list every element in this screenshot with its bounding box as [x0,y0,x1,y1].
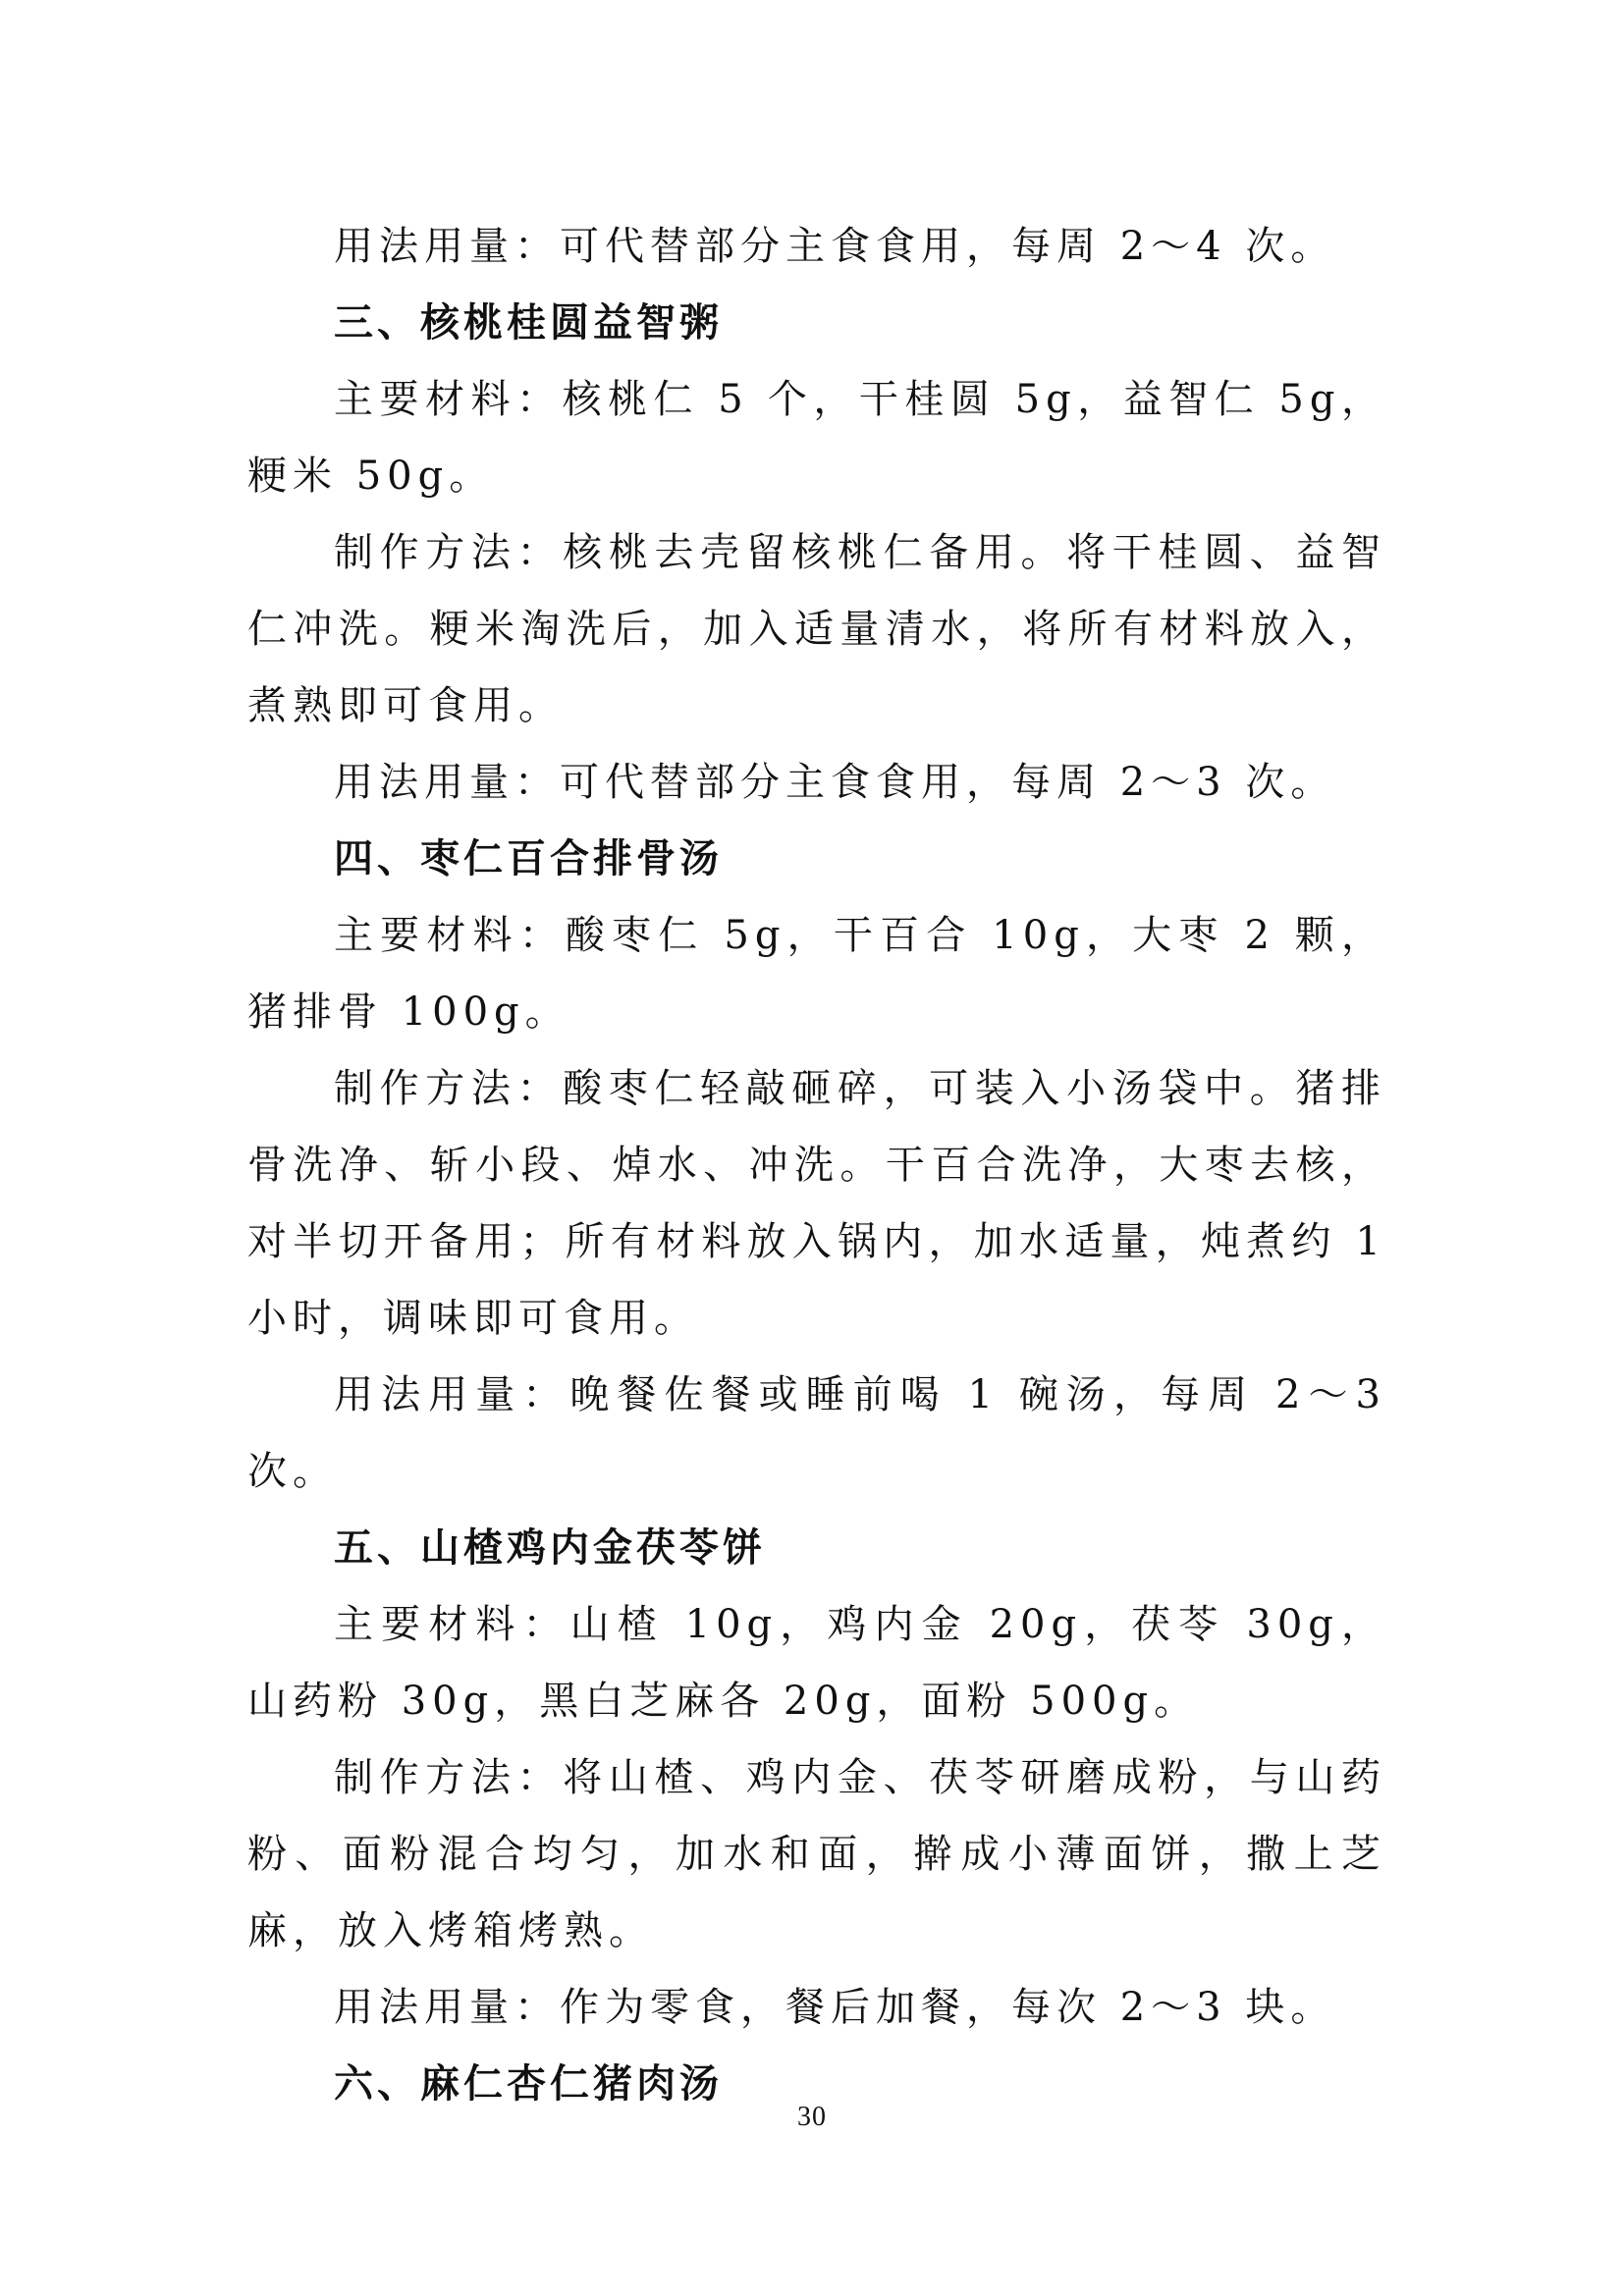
paragraph-method-4: 制作方法：酸枣仁轻敲砸碎，可装入小汤袋中。猪排骨洗净、斩小段、焯水、冲洗。干百合洗净，大枣去核，对半切开备用；所有材料放入锅内，加水适量，炖煮约 1 小时，调味即可食用。 [247,1066,1386,1341]
section-heading-3: 三、核桃桂圆益智粥 [334,300,723,346]
paragraph-usage-4: 用法用量：晚餐佐餐或睡前喝 1 碗汤，每周 2～3 次。 [247,1372,1386,1494]
page-body [247,208,1386,2122]
paragraph-materials-4: 主要材料：酸枣仁 5g，干百合 10g，大枣 2 颗，猪排骨 100g。 [247,913,1386,1035]
paragraph-method-3: 制作方法：核桃去壳留核桃仁备用。将干桂圆、益智仁冲洗。粳米淘洗后，加入适量清水，将所有材料放入，煮熟即可食用。 [247,530,1386,728]
paragraph-usage-5: 用法用量：作为零食，餐后加餐，每次 2～3 块。 [334,1985,1336,2030]
paragraph-materials-5: 主要材料：山楂 10g，鸡内金 20g，茯苓 30g，山药粉 30g，黑白芝麻各 20g，面粉 500g。 [247,1602,1386,1724]
section-heading-4: 四、枣仁百合排骨汤 [334,836,723,881]
page-number: 30 [797,2102,827,2132]
paragraph-materials-3: 主要材料：核桃仁 5 个，干桂圆 5g，益智仁 5g，粳米 50g。 [247,377,1386,499]
paragraph-method-5: 制作方法：将山楂、鸡内金、茯苓研磨成粉，与山药粉、面粉混合均匀，加水和面，擀成小薄面饼，撒上芝麻，放入烤箱烤熟。 [247,1755,1386,1953]
section-heading-6: 六、麻仁杏仁猪肉汤 [334,2061,723,2107]
paragraph-usage-walnut-prev: 用法用量：可代替部分主食食用，每周 2～4 次。 [334,224,1336,269]
paragraph-usage-3: 用法用量：可代替部分主食食用，每周 2～3 次。 [334,760,1336,805]
section-heading-5: 五、山楂鸡内金茯苓饼 [334,1525,766,1571]
